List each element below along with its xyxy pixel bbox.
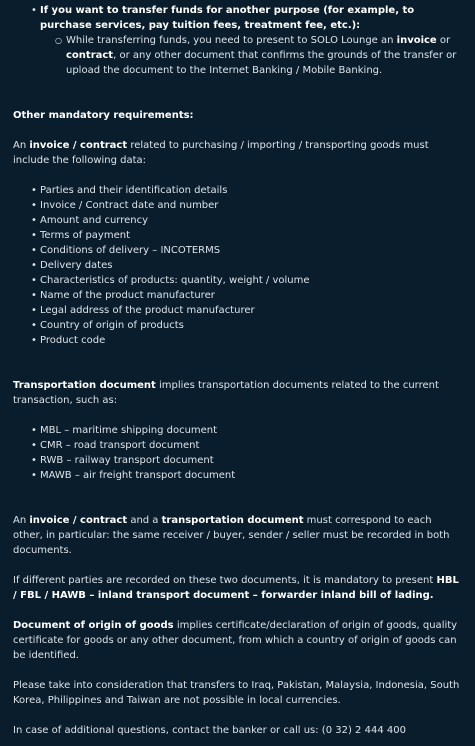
requirement-item: • Product code [13, 333, 462, 348]
requirements-heading [13, 108, 462, 123]
correspond-term2: transportation document [161, 515, 304, 526]
requirement-item: • Invoice / Contract date and number [13, 198, 462, 213]
requirement-item: • Country of origin of products [13, 318, 462, 333]
purpose-subitem [13, 33, 462, 78]
contract-term: contract [66, 50, 114, 61]
correspond-paragraph [13, 513, 462, 558]
requirement-item: • Name of the product manufacturer [13, 288, 462, 303]
purpose-heading: If you want to transfer funds for another purpose (for example, to purchase services, pay tuition fees, treatment fee, etc.): [40, 5, 415, 31]
origin-paragraph [13, 618, 462, 663]
origin-term: Document of origin of goods [13, 620, 174, 631]
purpose-item [13, 3, 462, 78]
transport-paragraph [13, 378, 462, 408]
requirements-heading-text: Other mandatory requirements: [13, 110, 194, 121]
transport-list [13, 423, 462, 483]
hbl-document-term: HBL / FBL / HAWB – inland transport document – forwarder inland bill of lading. [13, 575, 459, 601]
bullet-icon: • [31, 5, 37, 16]
transport-doc-item: • CMR – road transport document [13, 438, 462, 453]
requirement-item: • Amount and currency [13, 213, 462, 228]
transport-doc-item: • MBL – maritime shipping document [13, 423, 462, 438]
invoice-suffix: related to purchasing / importing / transporting goods must include the following data: [13, 140, 429, 166]
requirement-item: • Conditions of delivery – INCOTERMS [13, 243, 462, 258]
correspond-prefix: An [13, 515, 30, 526]
invoice-contract-term: invoice / contract [29, 140, 128, 151]
circle-bullet-icon: ○ [55, 36, 62, 45]
origin-suffix: implies certificate/declaration of origin of goods, quality certificate for goods or any other document, from which a country of origin of goods can be identified. [13, 620, 458, 661]
different-paragraph [13, 573, 462, 603]
restriction-paragraph: Please take into consideration that transfers to Iraq, Pakistan, Malaysia, Indonesia, South Korea, Philippines and Taiwan are not possible in local currencies. [13, 680, 460, 706]
purpose-text: While transferring funds, you need to present to SOLO Lounge an [66, 35, 397, 46]
correspond-middle: and a [127, 515, 162, 526]
invoice-term: invoice [396, 35, 437, 46]
transport-suffix: implies transportation documents related to the current transaction, such as: [13, 380, 439, 406]
transport-term: Transportation document [13, 380, 156, 391]
invoice-paragraph [13, 138, 462, 168]
invoice-prefix: An [13, 140, 30, 151]
contact-paragraph: In case of additional questions, contact the banker or call us: (0 32) 2 444 400 [13, 725, 406, 736]
requirement-item: • Legal address of the product manufacturer [13, 303, 462, 318]
or-text: or [436, 35, 451, 46]
requirement-item: • Terms of payment [13, 228, 462, 243]
transport-doc-item: • MAWB – air freight transport document [13, 468, 462, 483]
requirement-item: • Characteristics of products: quantity, weight / volume [13, 273, 462, 288]
requirement-item: • Delivery dates [13, 258, 462, 273]
correspond-term1: invoice / contract [29, 515, 128, 526]
correspond-suffix: must correspond to each other, in particular: the same receiver / buyer, sender / seller must be recorded in both documents. [13, 515, 450, 556]
requirement-item: • Parties and their identification details [13, 183, 462, 198]
purpose-text-end: , or any other document that confirms the grounds of the transfer or upload the document to the Internet Banking / Mobile Banking. [66, 50, 457, 76]
requirements-list [13, 183, 462, 348]
transport-doc-item: • RWB – railway transport document [13, 453, 462, 468]
different-text: If different parties are recorded on these two documents, it is mandatory to present [13, 575, 437, 586]
